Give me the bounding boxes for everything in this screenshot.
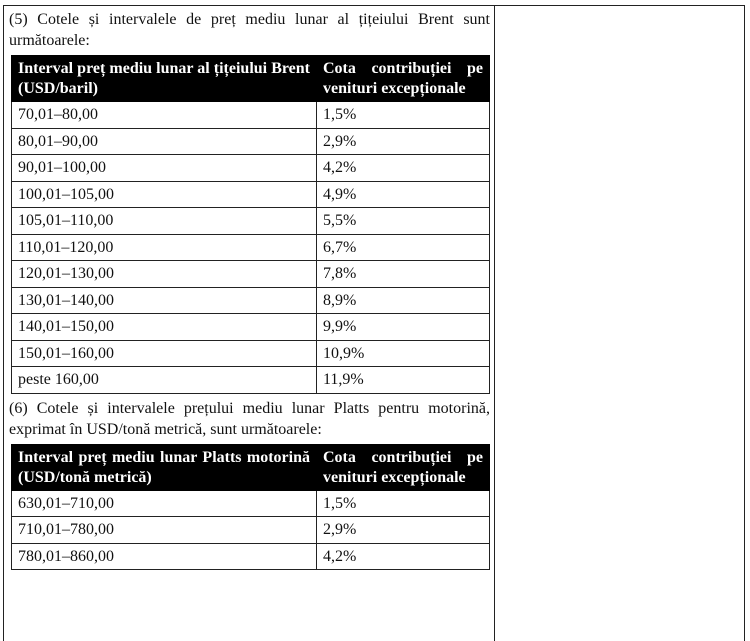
table-row [12, 261, 490, 288]
cota-cell: 10,9% [317, 340, 490, 367]
cota-cell: 1,5% [317, 102, 490, 129]
table-row [12, 287, 490, 314]
table-row [12, 517, 490, 544]
header-cota: Cota contribuției pe venituri excepționale [317, 444, 490, 490]
cota-cell: 4,9% [317, 181, 490, 208]
table-row [12, 234, 490, 261]
table-row [12, 128, 490, 155]
interval-cell: 100,01–105,00 [12, 181, 317, 208]
interval-cell: 130,01–140,00 [12, 287, 317, 314]
interval-cell: 710,01–780,00 [12, 517, 317, 544]
table-row [12, 102, 490, 129]
cota-cell: 4,2% [317, 543, 490, 570]
cota-cell: 1,5% [317, 490, 490, 517]
table-row [12, 314, 490, 341]
table-row [12, 155, 490, 182]
interval-cell: peste 160,00 [12, 367, 317, 394]
table-row [12, 181, 490, 208]
interval-cell: 110,01–120,00 [12, 234, 317, 261]
interval-cell: 780,01–860,00 [12, 543, 317, 570]
platts-rates-table [11, 444, 490, 571]
table-row [12, 367, 490, 394]
left-column [6, 6, 492, 570]
cota-cell: 6,7% [317, 234, 490, 261]
table-header-row [12, 56, 490, 102]
paragraph-6: (6) Cotele și intervalele prețului mediu lunar Platts pentru motorină, exprimat în USD/tonă metrică, sunt următoarele: [9, 399, 490, 438]
interval-cell: 70,01–80,00 [12, 102, 317, 129]
cota-cell: 2,9% [317, 128, 490, 155]
interval-cell: 150,01–160,00 [12, 340, 317, 367]
cota-cell: 5,5% [317, 208, 490, 235]
cota-cell: 7,8% [317, 261, 490, 288]
interval-cell: 90,01–100,00 [12, 155, 317, 182]
header-cota: Cota contribuției pe venituri excepționale [317, 56, 490, 102]
table-row [12, 490, 490, 517]
cota-cell: 9,9% [317, 314, 490, 341]
table-row [12, 543, 490, 570]
table-header-row [12, 444, 490, 490]
cota-cell: 8,9% [317, 287, 490, 314]
interval-cell: 140,01–150,00 [12, 314, 317, 341]
interval-cell: 630,01–710,00 [12, 490, 317, 517]
header-interval: Interval preț mediu lunar Platts motorină (USD/tonă metrică) [12, 444, 317, 490]
header-interval: Interval preț mediu lunar al țițeiului Brent (USD/baril) [12, 56, 317, 102]
interval-cell: 80,01–90,00 [12, 128, 317, 155]
table-row [12, 340, 490, 367]
interval-cell: 105,01–110,00 [12, 208, 317, 235]
column-divider [494, 5, 495, 641]
paragraph-5: (5) Cotele și intervalele de preț mediu lunar al țițeiului Brent sunt următoarele: [9, 11, 490, 49]
table-row [12, 208, 490, 235]
cota-cell: 2,9% [317, 517, 490, 544]
interval-cell: 120,01–130,00 [12, 261, 317, 288]
brent-rates-table [11, 55, 490, 394]
cota-cell: 11,9% [317, 367, 490, 394]
cota-cell: 4,2% [317, 155, 490, 182]
